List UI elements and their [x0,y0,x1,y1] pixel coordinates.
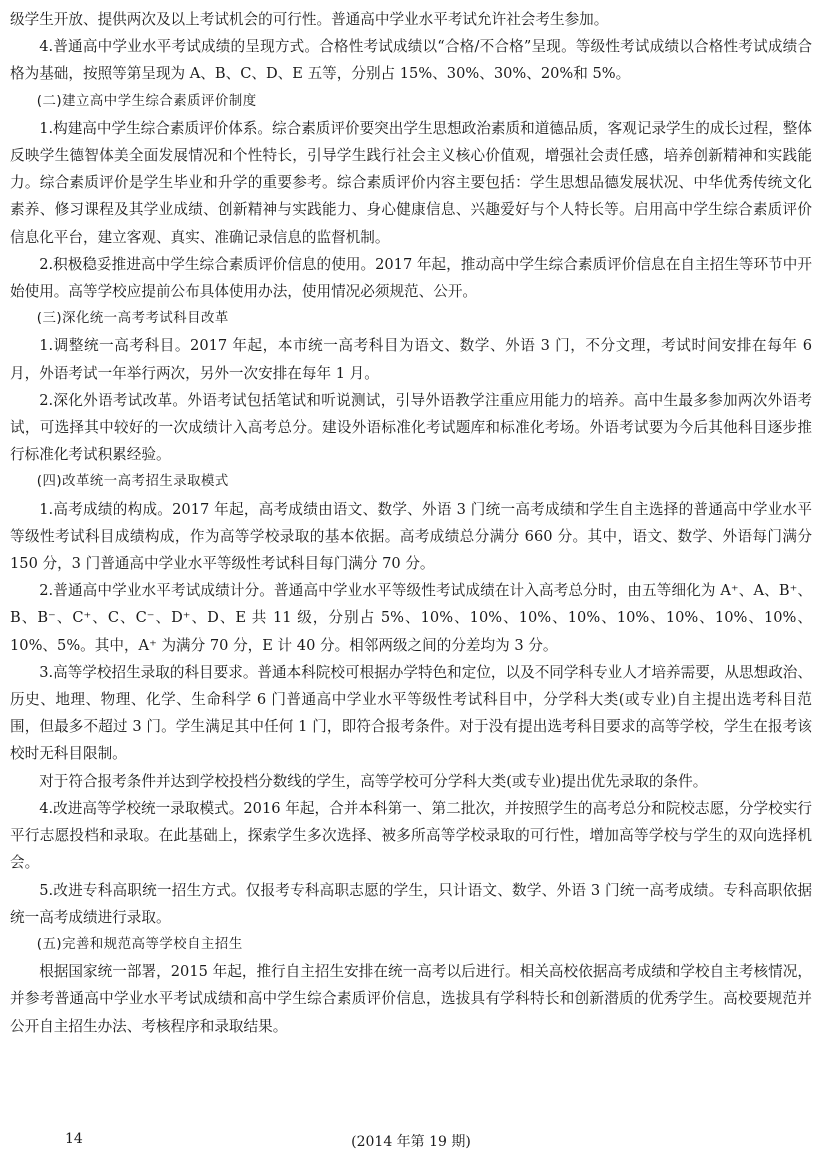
page-footer [10,1131,812,1155]
paragraph: 1.高考成绩的构成。2017 年起，高考成绩由语文、数学、外语 3 门统一高考成绩和学生自主选择的普通高中学业水平等级性考试科目成绩构成，作为高等学校录取的基本依据。高考成绩总分满分 660 分。其中，语文、数学、外语每门满分 150 分，3 门普通高中学业水平等级性考试科目每门满分 70 分。 [10,500,812,573]
paragraph: 5.改进专科高职统一招生方式。仅报考专科高职志愿的学生，只计语文、数学、外语 3 门统一高考成绩。专科高职依据统一高考成绩进行录取。 [10,881,812,926]
paragraph: 4.普通高中学业水平考试成绩的呈现方式。合格性考试成绩以“合格/不合格”呈现。等级性考试成绩以合格性考试成绩合格为基础，按照等第呈现为 A、B、C、D、E 五等，分别占 15%、30%、30%、20%和 5%。 [10,38,812,83]
paragraph: 1.调整统一高考科目。2017 年起，本市统一高考科目为语文、数学、外语 3 门，不分文理，考试时间安排在每年 6 月，外语考试一年举行两次，另外一次安排在每年 1 月。 [10,337,812,382]
paragraph: 对于符合报考条件并达到学校投档分数线的学生，高等学校可分学科大类(或专业)提出优先录取的条件。 [39,772,708,790]
paragraph: 1.构建高中学生综合素质评价体系。综合素质评价要突出学生思想政治素质和道德品质，客观记录学生的成长过程，整体反映学生德智体美全面发展情况和个性特长，引导学生践行社会主义核心价值观，增强社会责任感，培养创新精神和实践能力。综合素质评价是学生毕业和升学的重要参考。综合素质评价内容主要包括：学生思想品德发展状况、中华优秀传统文化素养、修习课程及其学业成绩、创新精神与实践能力、身心健康信息、兴趣爱好与个人特长等。启用高中学生综合素质评价信息化平台，建立客观、真实、准确记录信息的监督机制。 [10,119,812,246]
section-heading: (五)完善和规范高等学校自主招生 [36,936,243,952]
section-heading: (二)建立高中学生综合素质评价制度 [36,93,257,109]
paragraph: 2.深化外语考试改革。外语考试包括笔试和听说测试，引导外语教学注重应用能力的培养。高中生最多参加两次外语考试，可选择其中较好的一次成绩计入高考总分。建设外语标准化考试题库和标准化考场。外语考试要为今后其他科目逐步推行标准化考试积累经验。 [10,391,812,464]
issue-label: (2014 年第 19 期) [351,1134,471,1150]
paragraph: 2.积极稳妥推进高中学生综合素质评价信息的使用。2017 年起，推动高中学生综合素质评价信息在自主招生等环节中开始使用。高等学校应提前公布具体使用办法，使用情况必须规范、公开。 [10,255,812,301]
page-number: 14 [65,1131,83,1147]
section-heading: (四)改革统一高考招生录取模式 [36,474,229,490]
paragraph: 4.改进高等学校统一录取模式。2016 年起，合并本科第一、第二批次，并按照学生的高考总分和院校志愿，分学校实行平行志愿投档和录取。在此基础上，探索学生多次选择、被多所高等学校录取的可行性，增加高等学校与学生的双向选择机会。 [10,799,812,872]
paragraph-continuation: 级学生开放、提供两次及以上考试机会的可行性。普通高中学业水平考试允许社会考生参加。 [10,11,609,28]
paragraph: 2.普通高中学业水平考试成绩计分。普通高中学业水平等级性考试成绩在计入高考总分时，由五等细化为 A⁺、A、B⁺、B、B⁻、C⁺、C、C⁻、D⁺、D、E 共 11 级，分别占 5%、10%、10%、10%、10%、10%、10%、10%、10%、10%、5%。其中，A⁺ 为满分 70 分，E 计 40 分。相邻两级之间的分差均为 3 分。 [10,582,812,654]
paragraph: 根据国家统一部署，2015 年起，推行自主招生安排在统一高考以后进行。相关高校依据高考成绩和学校自主考核情况，并参考普通高中学业水平考试成绩和高中学生综合素质评价信息，选拔具有学科特长和创新潜质的优秀学生。高校要规范并公开自主招生办法、考核程序和录取结果。 [10,963,812,1035]
document-body [10,6,812,1040]
section-heading: (三)深化统一高考考试科目改革 [36,311,229,327]
paragraph: 3.高等学校招生录取的科目要求。普通本科院校可根据办学特色和定位，以及不同学科专业人才培养需要，从思想政治、历史、地理、物理、化学、生命科学 6 门普通高中学业水平等级性考试科目中，分学科大类(或专业)自主提出选考科目范围，但最多不超过 3 门。学生满足其中任何 1 门，即符合报考条件。对于没有提出选考科目要求的高等学校，学生在报考该校时无科目限制。 [10,663,812,763]
